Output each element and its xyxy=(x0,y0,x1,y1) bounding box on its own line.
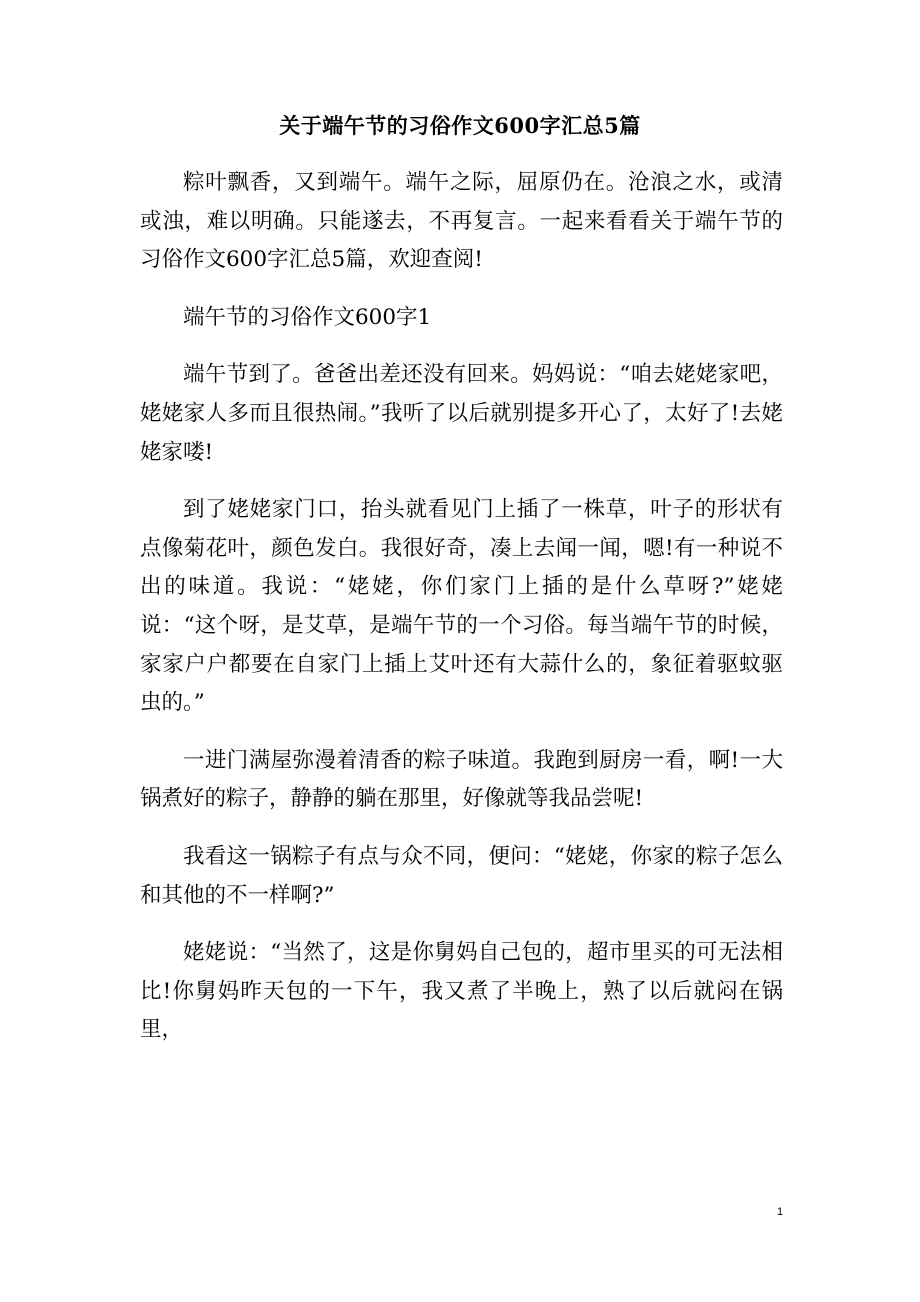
paragraph: 一进门满屋弥漫着清香的粽子味道。我跑到厨房一看，啊!一大锅煮好的粽子，静静的躺在那里，好像就等我品尝呢! xyxy=(140,747,783,812)
page-number: 1 xyxy=(776,1206,784,1218)
paragraph: 到了姥姥家门口，抬头就看见门上插了一株草，叶子的形状有点像菊花叶，颜色发白。我很好奇，凑上去闻一闻，嗯!有一种说不出的味道。我说：“姥姥，你们家门上插的是什么草呀?”姥姥说：“这个呀，是艾草，是端午节的一个习俗。每当端午节的时候，家家户户都要在自家门上插上艾叶还有大蒜什么的，象征着驱蚊驱虫的。” xyxy=(140,497,783,716)
section-heading: 端午节的习俗作文600字1 xyxy=(183,304,432,330)
paragraph-intro: 粽叶飘香，又到端午。端午之际，屈原仍在。沧浪之水，或清或浊，难以明确。只能遂去，不再复言。一起来看看关于端午节的习俗作文600字汇总5篇，欢迎查阅! xyxy=(140,170,783,273)
paragraph: 姥姥说：“当然了，这是你舅妈自己包的，超市里买的可无法相比!你舅妈昨天包的一下午，我又煮了半晚上，熟了以后就闷在锅里， xyxy=(140,940,783,1043)
document-body xyxy=(140,164,783,1069)
paragraph: 我看这一锅粽子有点与众不同，便问：“姥姥，你家的粽子怎么和其他的不一样啊?” xyxy=(140,843,783,908)
paragraph: 端午节到了。爸爸出差还没有回来。妈妈说：“咱去姥姥家吧，姥姥家人多而且很热闹。”我听了以后就别提多开心了，太好了!去姥姥家喽! xyxy=(140,362,783,465)
document-title: 关于端午节的习俗作文600字汇总5篇 xyxy=(279,113,641,138)
